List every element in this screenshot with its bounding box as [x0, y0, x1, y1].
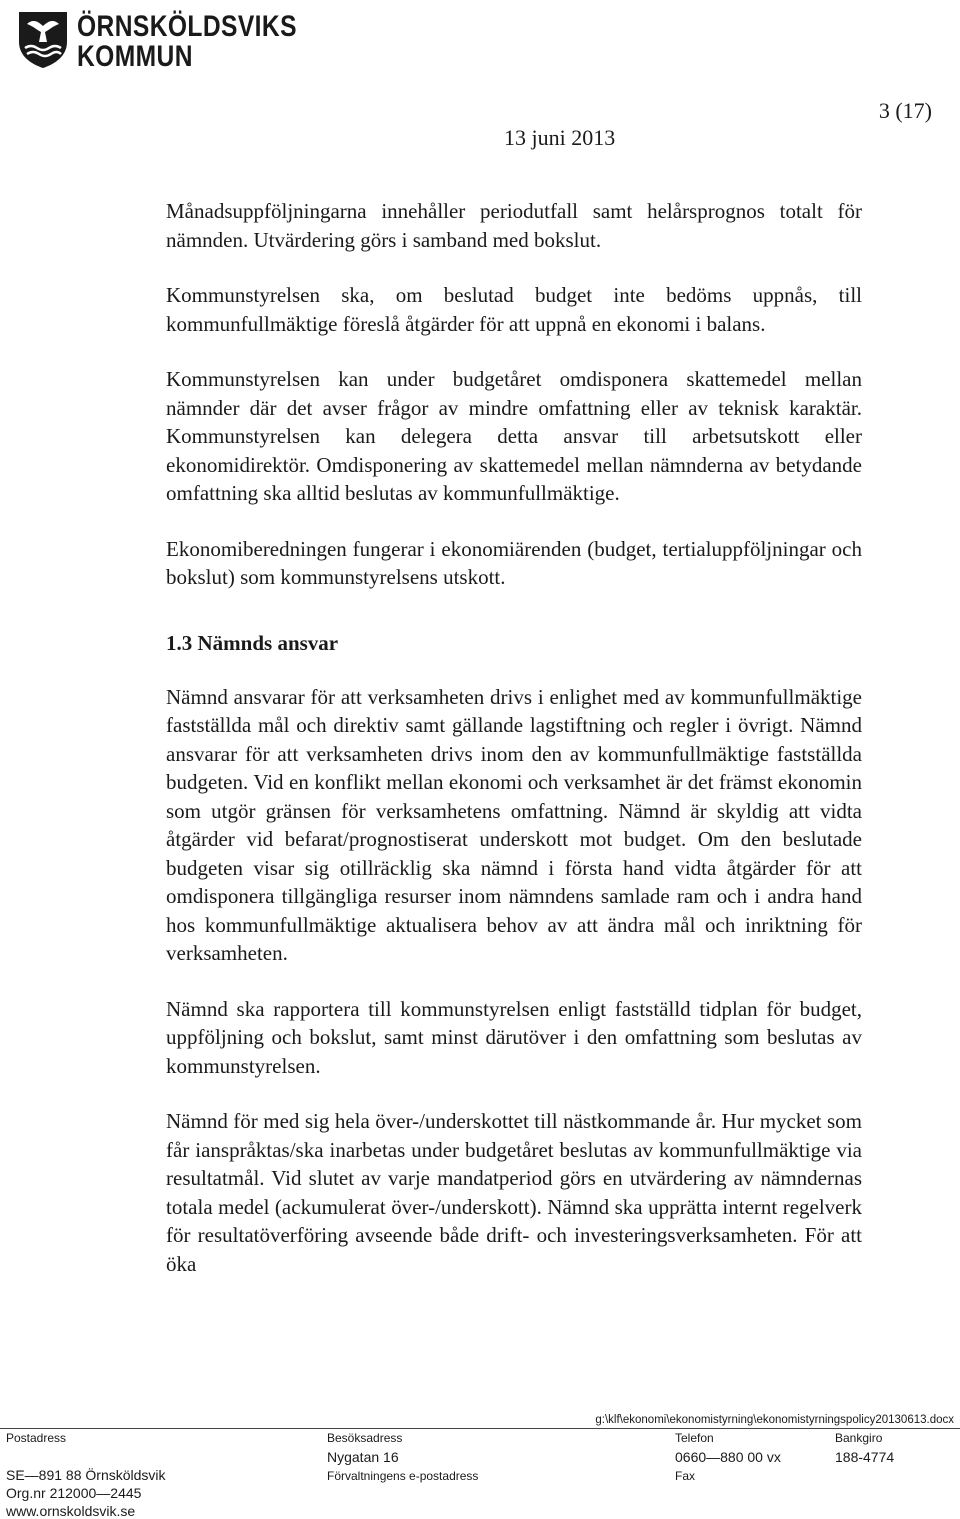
- paragraph: Nämnd ska rapportera till kommunstyrelsen enligt fastställd tidplan för budget, uppföljning och bokslut, samt minst därutöver i den omfattning som beslutas av kommunstyrelsen.: [166, 996, 862, 1078]
- page-footer: [0, 1412, 960, 1518]
- logo-text-line2: KOMMUN: [77, 40, 193, 73]
- fax-label: Fax: [675, 1469, 696, 1483]
- paragraph: Nämnd för med sig hela över-/underskottet till nästkommande år. Hur mycket som får ianspråktas/ska inarbetas under budgetåret beslutas av kommunfullmäktige via resultatmål. Vid slutet av varje mandatperiod görs en utvärdering av nämndernas totala medel (ackumulerat över-/underskott). Nämnd ska upprätta internt regelverk för resultatöverföring avseende både drift- och investeringsverksamheten. För att öka: [166, 1109, 862, 1276]
- postadress-value: SE—891 88 Örnsköldsvik: [6, 1467, 166, 1483]
- org-number: Org.nr 212000—2445: [6, 1485, 142, 1501]
- telefon-label: Telefon: [675, 1431, 714, 1445]
- postadress-label: Postadress: [6, 1431, 67, 1445]
- section-heading: 1.3 Nämnds ansvar: [166, 630, 339, 655]
- ornskoldsvik-crest-icon: [15, 8, 71, 70]
- footer-divider: [0, 1428, 960, 1429]
- bankgiro-value: 188-4774: [835, 1449, 895, 1465]
- org-logo: [15, 8, 297, 73]
- document-body: [166, 197, 862, 1305]
- paragraph: Kommunstyrelsen ska, om beslutad budget inte bedöms uppnås, till kommunfullmäktige föreslå åtgärder för att uppnå en ekonomi i balans.: [166, 283, 862, 336]
- email-label: Förvaltningens e-postadress: [327, 1469, 479, 1483]
- bankgiro-label: Bankgiro: [835, 1431, 883, 1445]
- file-path: g:\klf\ekonomi\ekonomistyrning\ekonomistyrningspolicy20130613.docx: [595, 1414, 954, 1426]
- paragraph: Nämnd ansvarar för att verksamheten drivs i enlighet med av kommunfullmäktige fastställda mål och direktiv samt gällande lagstiftning och regler i övrigt. Nämnd ansvarar för att verksamheten drivs inom den av kommunfullmäktige fastställda budgeten. Vid en konflikt mellan ekonomi och verksamhet är det främst ekonomin som utgör gränsen för verksamhetens omfattning. Nämnd är skyldig att vidta åtgärder vid befarat/prognostiserat underskott mot budget. Om den beslutade budgeten visar sig otillräcklig ska nämnd i första hand vidta åtgärder för att omdisponera tillgängliga resurser inom nämndens samlade ram och i andra hand hos kommunfullmäktige aktualisera behov av att ändra mål och inriktning för verksamheten.: [166, 684, 862, 965]
- logo-text-line1: ÖRNSKÖLDSVIKS: [77, 10, 297, 43]
- telefon-value: 0660—880 00 vx: [675, 1449, 781, 1465]
- besoksadress-value: Nygatan 16: [327, 1449, 399, 1465]
- paragraph: Månadsuppföljningarna innehåller periodutfall samt helårsprognos totalt för nämnden. Utvärdering görs i samband med bokslut.: [166, 199, 862, 252]
- document-date: 13 juni 2013: [504, 125, 616, 150]
- website-link[interactable]: www.ornskoldsvik.se: [6, 1503, 136, 1519]
- besoksadress-label: Besöksadress: [327, 1431, 403, 1445]
- paragraph: Ekonomiberedningen fungerar i ekonomiärenden (budget, tertialuppföljningar och bokslut) som kommunstyrelsens utskott.: [166, 536, 862, 589]
- page-number: 3 (17): [878, 98, 932, 123]
- paragraph: Kommunstyrelsen kan under budgetåret omdisponera skattemedel mellan nämnder där det avser frågor av mindre omfattning eller av teknisk karaktär. Kommunstyrelsen kan delegera detta ansvar till arbetsutskott eller ekonomidirektör. Omdisponering av skattemedel mellan nämnderna av betydande omfattning ska alltid beslutas av kommunfullmäktige.: [166, 367, 862, 505]
